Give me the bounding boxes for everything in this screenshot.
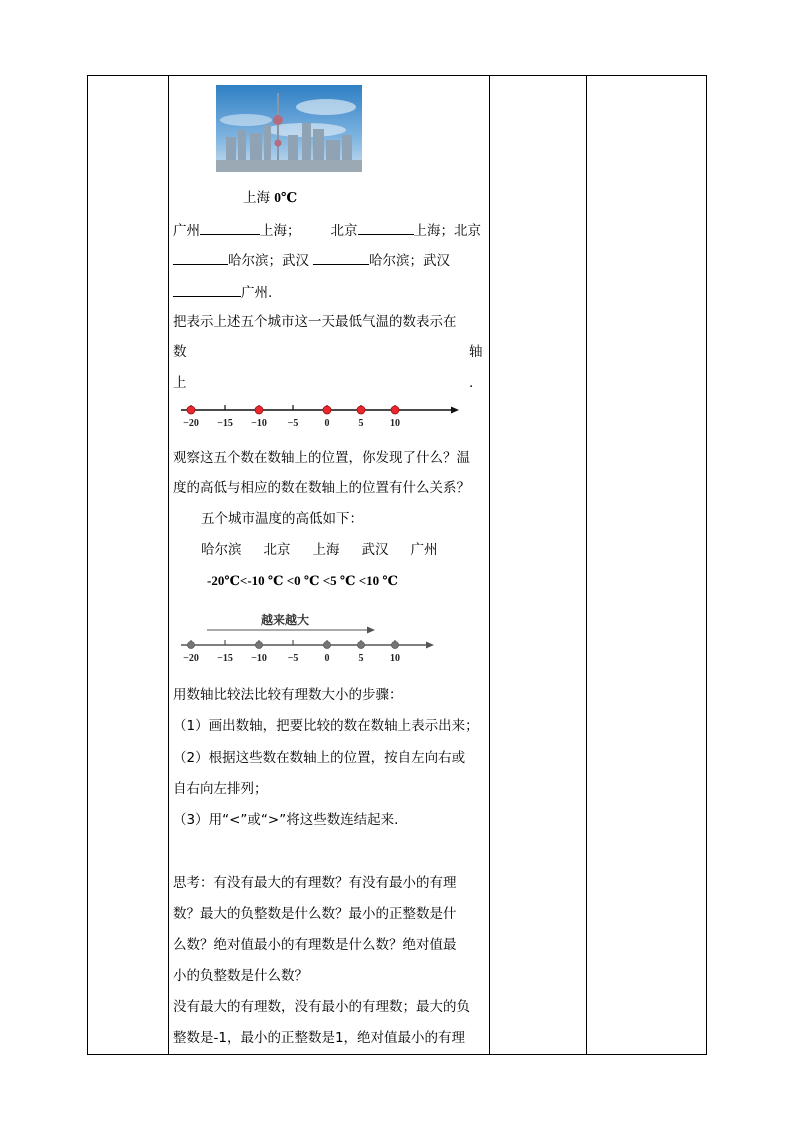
task-line-2a: 数 (173, 344, 187, 360)
step-2a: （2）根据这些数在数轴上的位置，按自左向右或 (173, 750, 466, 766)
compare-line-1 (173, 220, 481, 240)
observe-line-3: 五个城市温度的高低如下： (201, 511, 363, 527)
answer-blank[interactable] (358, 220, 414, 235)
task-line-3a: 上 (173, 375, 187, 391)
table-divider (586, 76, 587, 1054)
compare-line-3 (173, 282, 272, 302)
data-point (188, 642, 195, 649)
task-line-2b: 轴 (469, 344, 483, 360)
answer-line-2: 整数是-1，最小的正整数是1，绝对值最小的有理 (173, 1030, 466, 1046)
arrow-label: 越来越大 (260, 613, 310, 627)
text: 广州 (173, 223, 200, 239)
text: 北京 (330, 223, 358, 239)
tick-label: 0 (324, 653, 330, 664)
think-line-2: 数？最大的负整数是什么数？最小的正整数是什 (173, 906, 457, 922)
table-divider (489, 76, 490, 1054)
city-name: 北京 (263, 542, 291, 558)
number-line-1 (173, 400, 473, 434)
step-1: （1）画出数轴，把要比较的数在数轴上表示出来； (173, 718, 479, 734)
text: 哈尔滨；武汉 (369, 253, 450, 269)
tick-label: −20 (183, 653, 199, 664)
shanghai-skyline-image (216, 85, 362, 172)
number-line-2 (173, 605, 473, 667)
data-point (187, 406, 195, 414)
think-line-1: 思考：有没有最大的有理数？有没有最小的有理 (173, 875, 457, 891)
observe-line-1: 观察这五个数在数轴上的位置，你发现了什么？温 (173, 450, 470, 466)
think-line-4: 小的负整数是什么数？ (173, 968, 308, 984)
answer-blank[interactable] (173, 282, 241, 297)
answer-blank[interactable] (313, 250, 369, 265)
text: 广州. (241, 285, 273, 301)
tick-label: 10 (390, 418, 400, 429)
answer-line-1: 没有最大的有理数，没有最小的有理数；最大的负 (173, 999, 470, 1015)
task-line-3b: . (469, 375, 474, 391)
tick-label: 10 (390, 653, 400, 664)
content-column (173, 75, 485, 1055)
axis-arrowhead (426, 642, 434, 649)
steps-title: 用数轴比较法比较有理数大小的步骤： (173, 687, 403, 703)
tick-label: −15 (217, 653, 233, 664)
city-name: 上海 (312, 542, 340, 558)
text: 上海；北京 (413, 223, 481, 239)
step-3: （3）用“<”或“>”将这些数连结起来. (173, 812, 399, 828)
task-line-1: 把表示上述五个城市这一天最低气温的数表示在 (173, 314, 457, 330)
data-point (358, 642, 365, 649)
tick-label: 5 (358, 653, 364, 664)
data-point (324, 642, 331, 649)
text: 哈尔滨；武汉 (228, 253, 309, 269)
tick-label: −15 (217, 418, 233, 429)
data-point (323, 406, 331, 414)
compare-line-2 (173, 250, 450, 270)
city-name: 哈尔滨 (201, 542, 242, 558)
tick-label: −5 (287, 418, 299, 429)
data-point (256, 642, 263, 649)
axis-arrowhead (451, 407, 459, 414)
caption-temp: 0℃ (274, 190, 298, 205)
data-point (391, 406, 399, 414)
city-name: 广州 (410, 542, 438, 558)
tick-label: −10 (251, 653, 267, 664)
increase-arrowhead (367, 627, 375, 634)
answer-blank[interactable] (200, 220, 260, 235)
city-name: 武汉 (361, 542, 389, 558)
answer-blank[interactable] (173, 250, 228, 265)
tick-label: 5 (358, 418, 364, 429)
tick-label: −5 (287, 653, 299, 664)
data-point (392, 642, 399, 649)
think-line-3: 么数？绝对值最小的有理数是什么数？绝对值最 (173, 937, 457, 953)
caption-city: 上海 (243, 190, 270, 206)
table-divider (168, 76, 169, 1054)
temperature-inequality: -20℃<-10 ℃ <0 ℃ <5 ℃ <10 ℃ (207, 573, 398, 588)
step-2b: 自右向左排列； (173, 781, 268, 797)
observe-line-2: 度的高低与相应的数在数轴上的位置有什么关系？ (173, 480, 470, 496)
tick-label: 0 (324, 418, 330, 429)
city-list (201, 541, 438, 559)
tick-label: −10 (251, 418, 267, 429)
image-caption (243, 189, 297, 207)
tick-label: −20 (183, 418, 199, 429)
data-point (357, 406, 365, 414)
data-point (255, 406, 263, 414)
text: 上海； (260, 223, 301, 239)
